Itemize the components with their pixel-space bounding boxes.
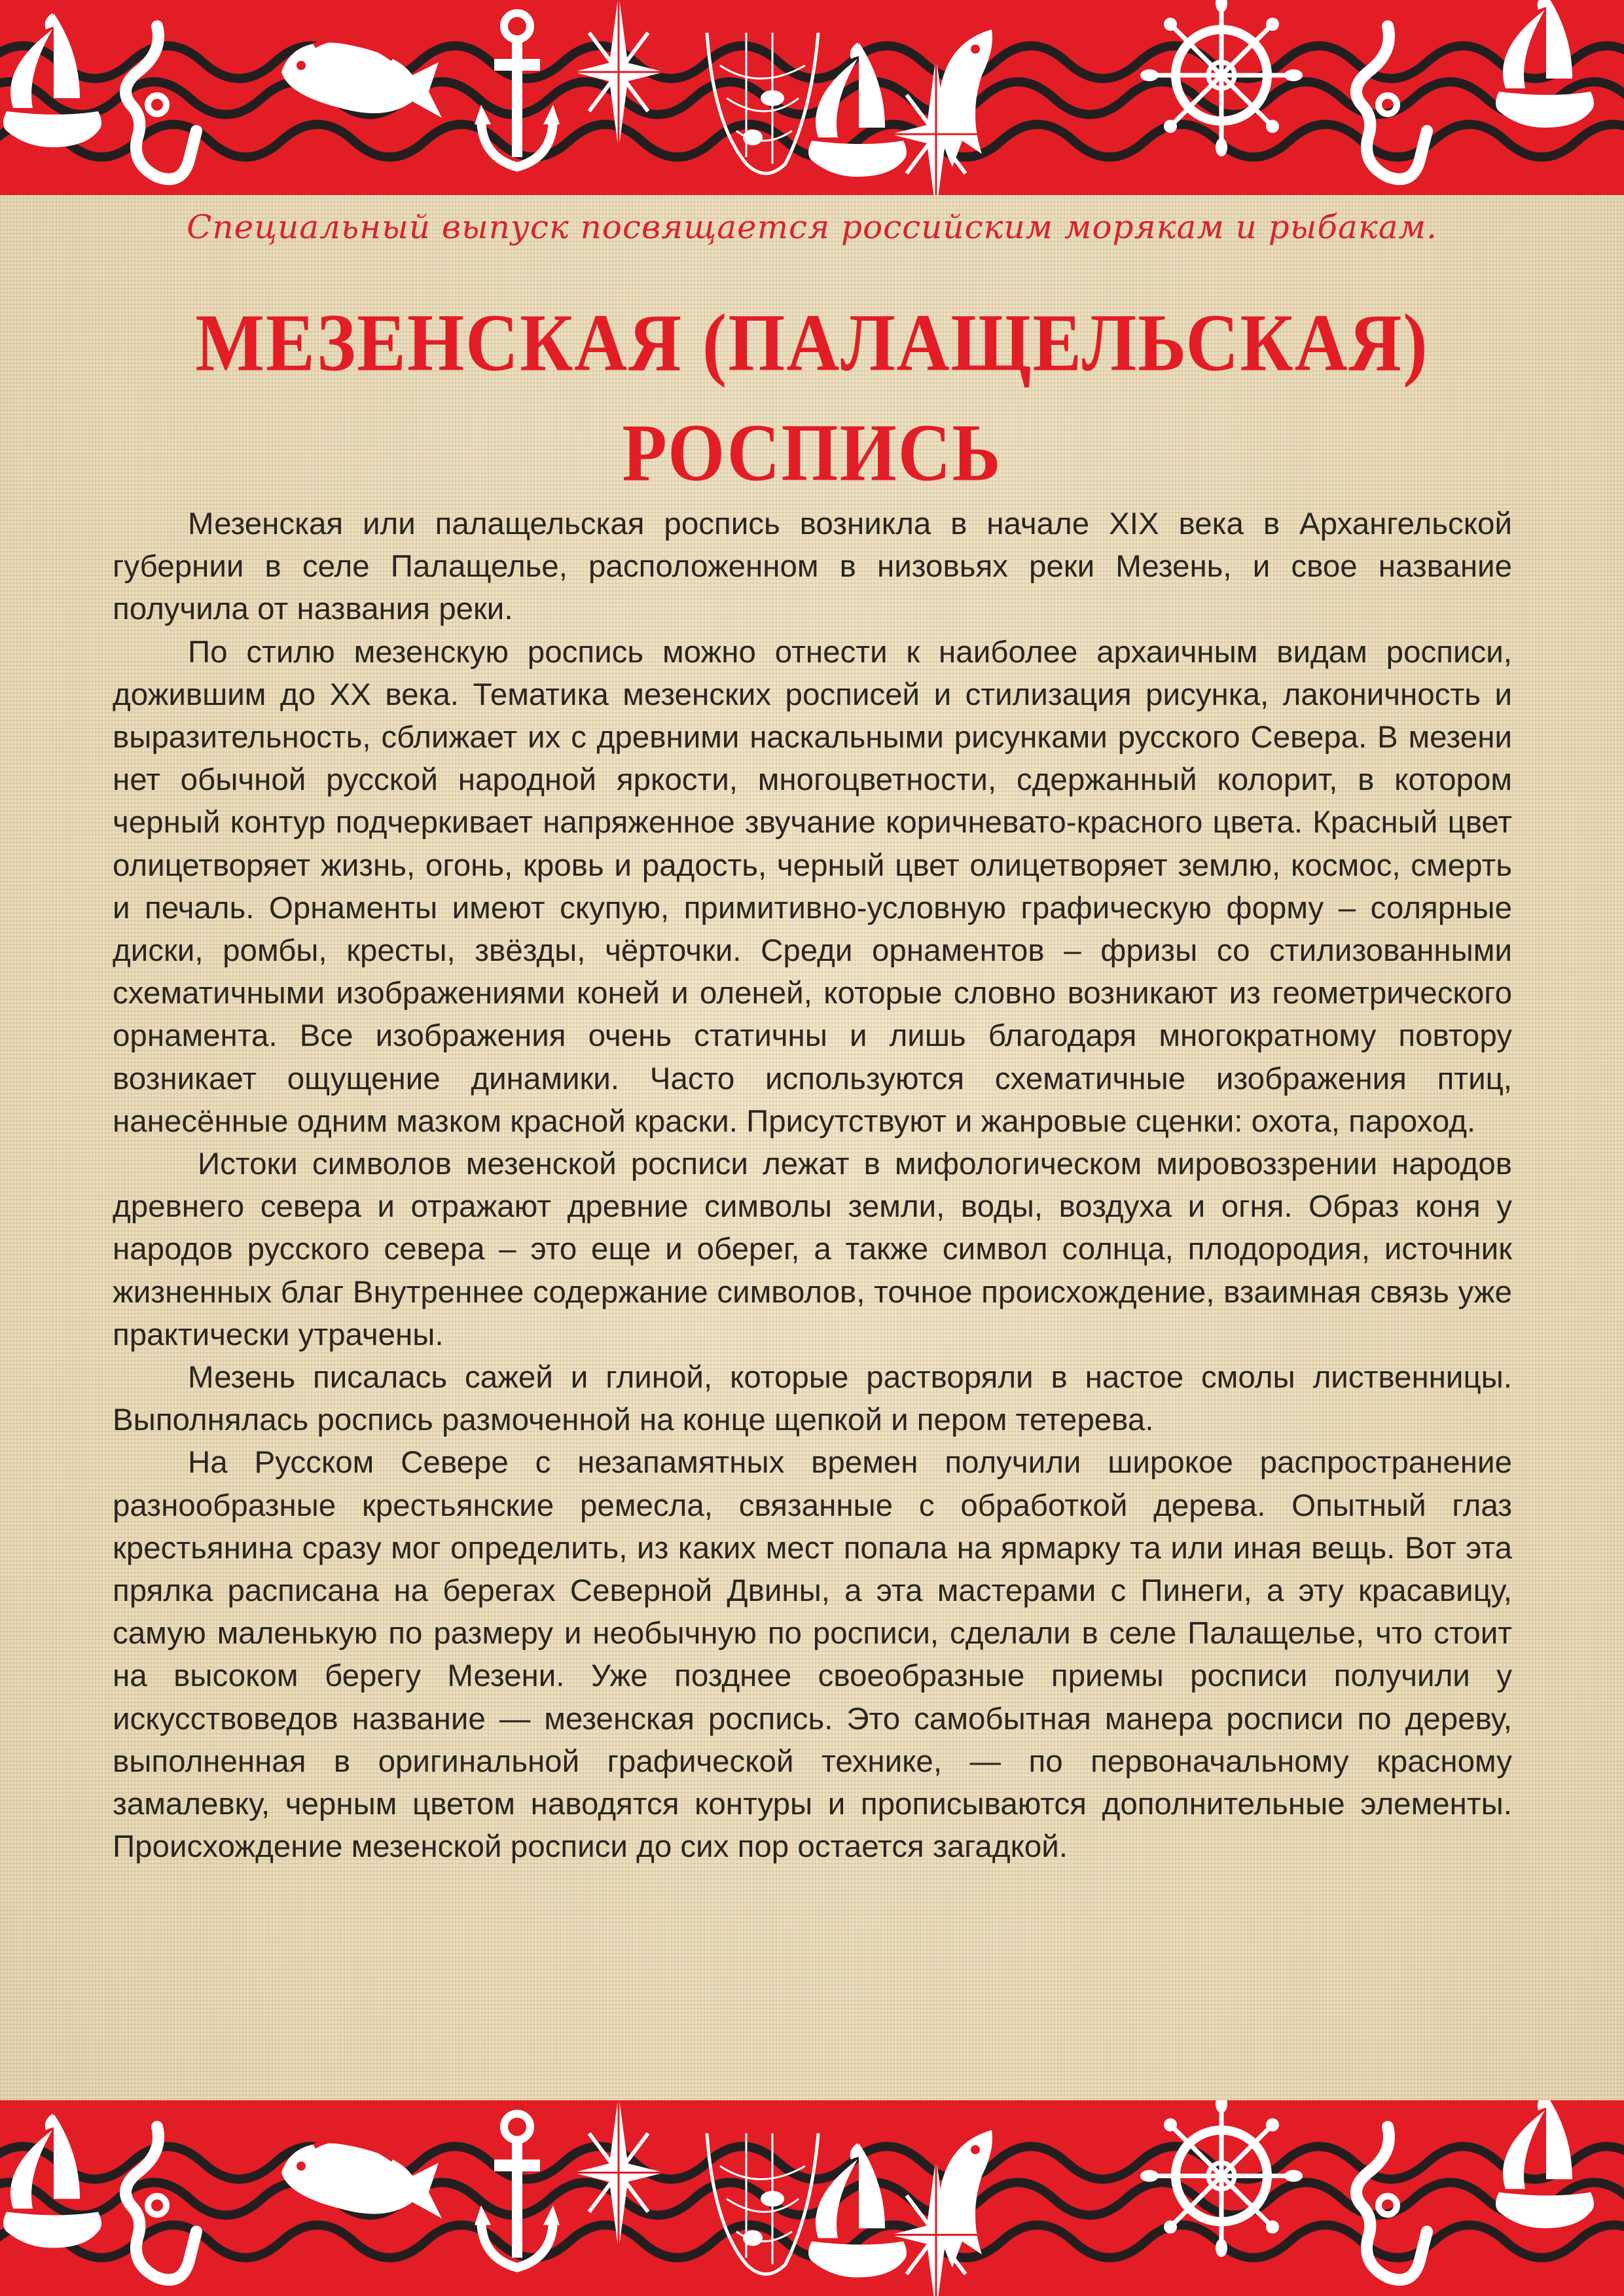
sailboat-icon: [808, 2144, 907, 2278]
sea-ornament: [0, 2100, 1624, 2296]
paragraph: Мезенская или палащельская роспись возникла в начале XIX века в Архангельской губернии в селе Палащелье, расположенном в низовьях реки Мезень, и свое название получила от названия реки.: [113, 507, 1512, 627]
page-title: [0, 288, 1624, 508]
sailboat-icon: [808, 43, 907, 177]
article-body: [113, 503, 1512, 1869]
header-banner: [0, 0, 1624, 195]
title-line-1: МЕЗЕНСКАЯ (ПАЛАЩЕЛЬСКАЯ): [195, 297, 1429, 389]
paragraph: На Русском Севере с незапамятных времен получили широкое распространение разнообразные крестьянские ремесла, связанные с обработкой дерева. Опытный глаз крестьянина сразу мог определить, из каких мест попала на ярмарку та или иная вещь. Вот эта прялка расписана на берегах Северной Двины, а эта мастерами с Пинеги, а эту красавицу, самую маленькую по размеру и необычную по росписи, сделали в селе Палащелье, что стоит на высоком берегу Мезени. Уже позднее своеобразные приемы росписи получили у искусствоведов название — мезенская роспись. Это самобытная манера росписи по дереву, выполненная в оригинальной графической технике, — по первоначальному красному замалевку, черным цветом наводятся контуры и прописываются дополнительные элементы. Происхождение мезенской росписи до сих пор остается загадкой.: [113, 1445, 1512, 1865]
paragraph: Истоки символов мезенской росписи лежат в мифологическом мировоззрении народов древнего севера и отражают древние символы земли, воды, воздуха и огня. Образ коня у народов русского севера – это еще и оберег, а также символ солнца, плодородия, источник жизненных благ Внутреннее содержание символов, точное происхождение, взаимная связь уже практически утрачены.: [113, 1147, 1512, 1352]
fish-icon: [281, 39, 442, 118]
title-line-2: РОСПИСЬ: [622, 407, 1002, 499]
anchor-icon: [475, 13, 560, 167]
sailboat-icon: [1496, 2100, 1594, 2229]
paragraph: По стилю мезенскую роспись можно отнести к наиболее архаичным видам росписи, дожившим до XX века. Тематика мезенских росписей и стилизация рисунка, лаконичность и выразительность, сближает их с древними наскальными рисунками русского Севера. В мезени нет обычной русской народной яркости, многоцветности, сдержанный колорит, в котором черный контур подчеркивает напряженное звучание коричневато-красного цвета. Красный цвет олицетворяет жизнь, огонь, кровь и радость, черный цвет олицетворяет землю, космос, смерть и печаль. Орнаменты имеют скупую, примитивно-условную графическую форму – солярные диски, ромбы, кресты, звёзды, чёрточки. Среди орнаментов – фризы со стилизованными схематичными изображениями коней и оленей, которые словно возникают из геометрического орнамента. Все изображения очень статичны и лишь благодаря многократному повтору возникает ощущение динамики. Часто используются схематичные изображения птиц, нанесённые одним мазком красной краски. Присутствуют и жанровые сценки: охота, пароход.: [113, 634, 1512, 1139]
footer-banner: [0, 2100, 1624, 2296]
sea-ornament: [0, 0, 1624, 195]
sailboat-icon: [1496, 0, 1594, 128]
paragraph: Мезень писалась сажей и глиной, которые растворяли в настое смолы лиственницы. Выполнялась роспись размоченной на конце щепкой и пером тетерева.: [113, 1360, 1512, 1438]
anchor-icon: [475, 2114, 560, 2268]
fish-icon: [281, 2139, 442, 2218]
issue-subtitle: Специальный выпуск посвящается российским морякам и рыбакам.: [187, 208, 1437, 246]
